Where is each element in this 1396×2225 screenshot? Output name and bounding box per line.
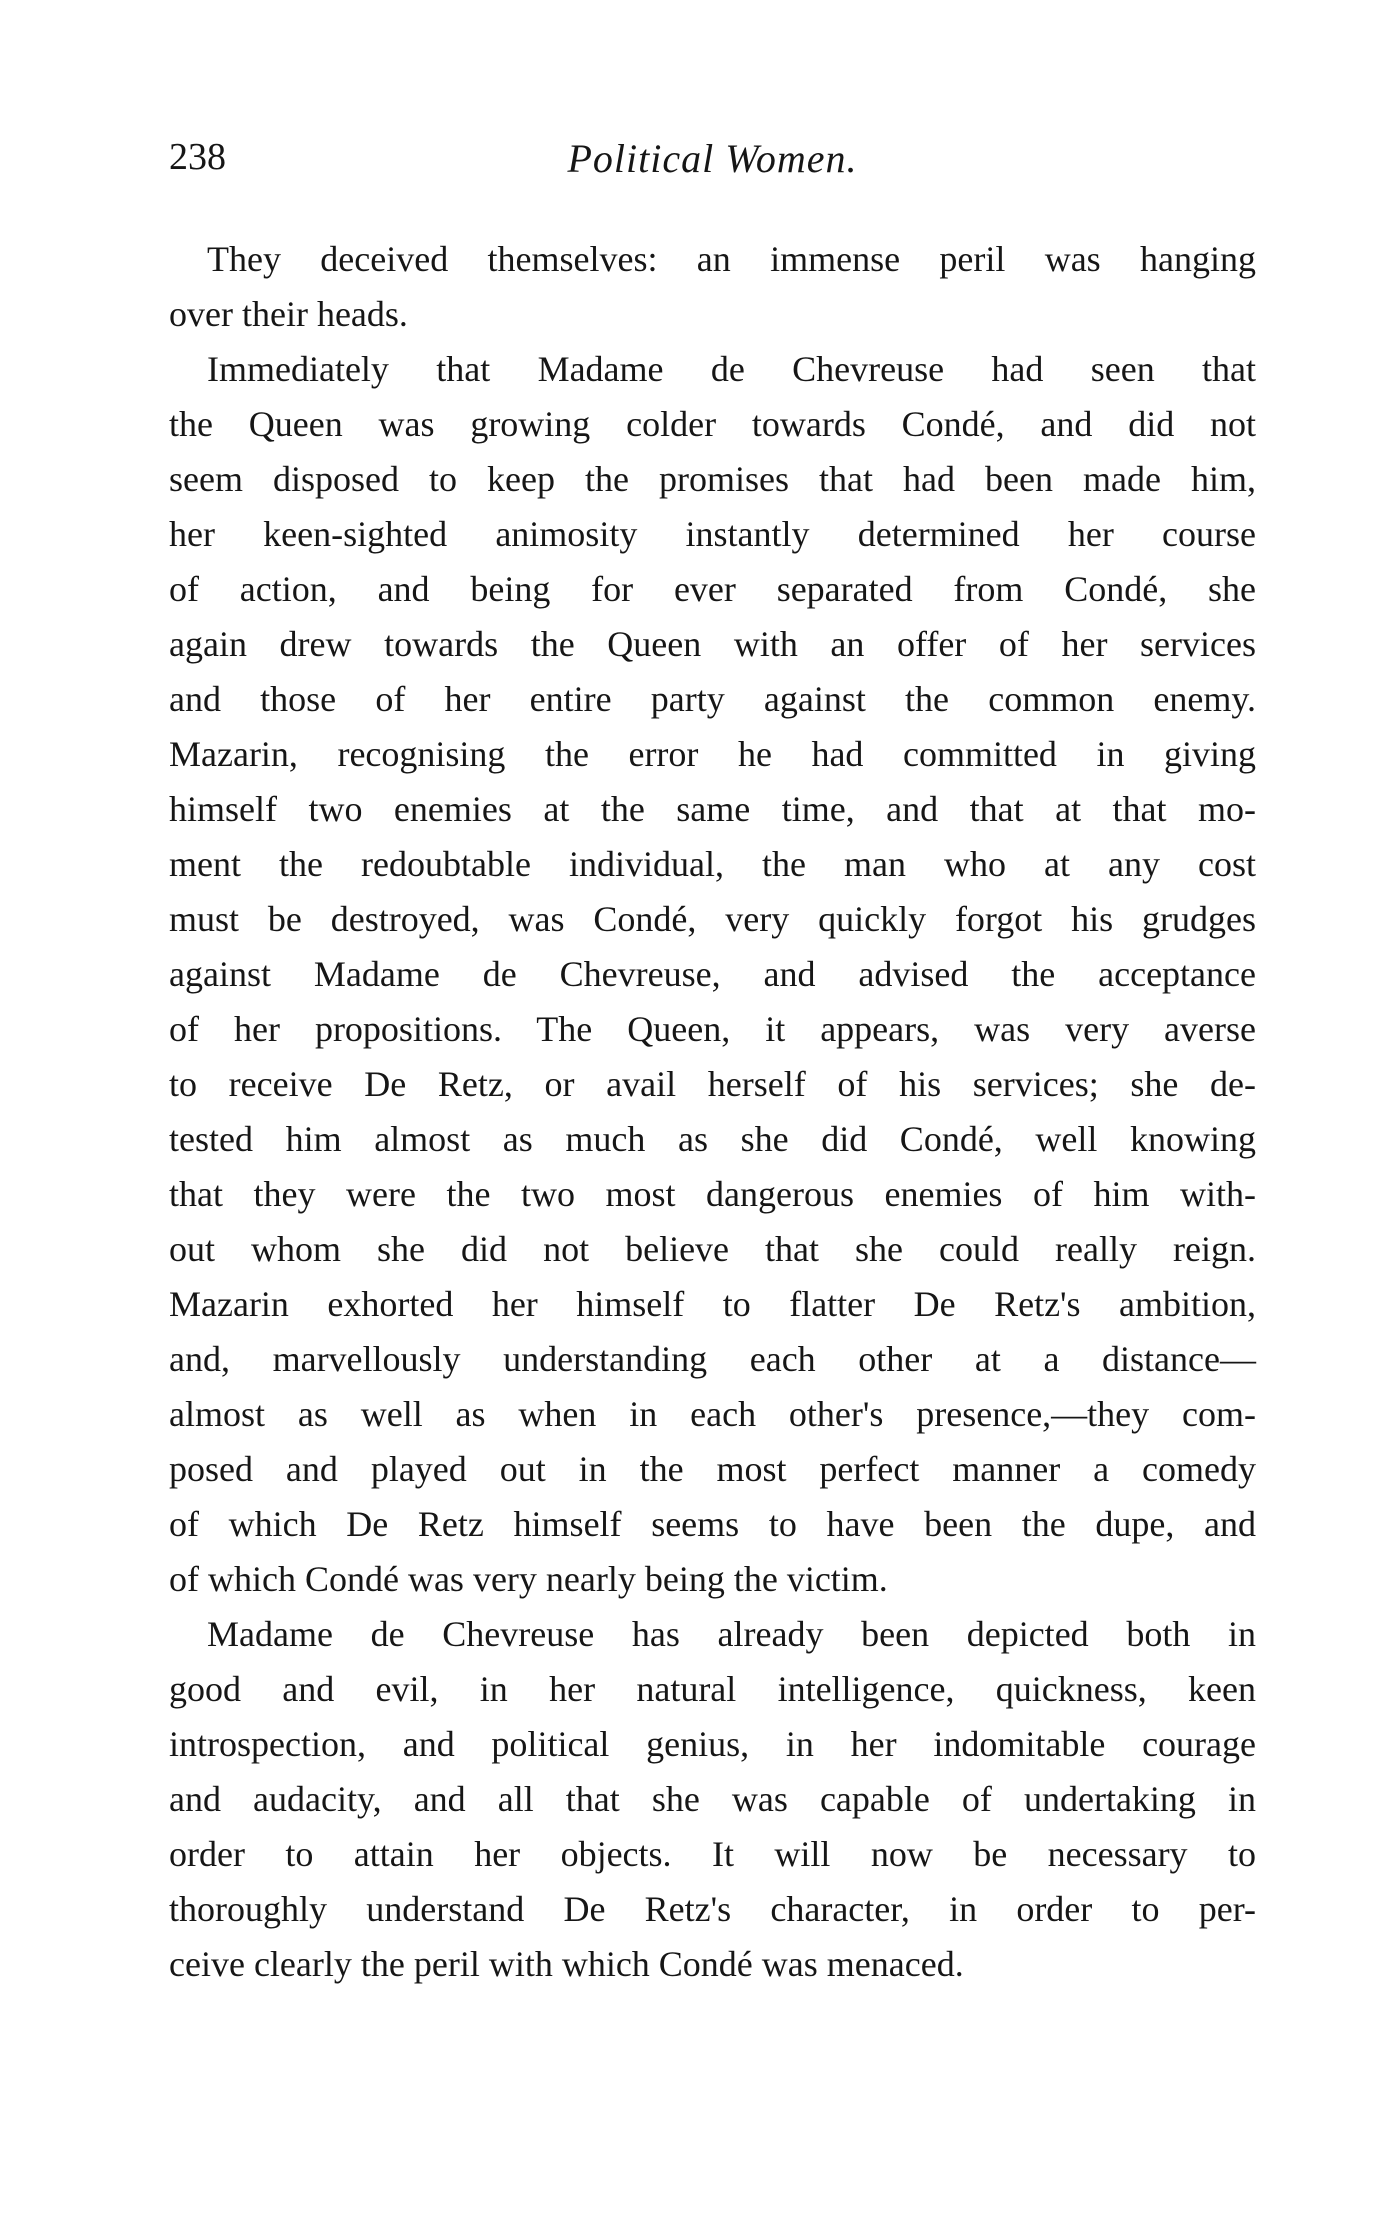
text-line: that they were the two most dangerous enemies of him with- xyxy=(169,1174,1256,1214)
text-line: of which De Retz himself seems to have been the dupe, and xyxy=(169,1504,1256,1544)
paragraph xyxy=(169,1607,1256,1992)
text-line: introspection, and political genius, in her indomitable courage xyxy=(169,1724,1256,1764)
page-body xyxy=(169,232,1256,1992)
text-line: of action, and being for ever separated from Condé, she xyxy=(169,569,1256,609)
text-line: order to attain her objects. It will now be necessary to xyxy=(169,1834,1256,1874)
text-line: Immediately that Madame de Chevreuse had seen that xyxy=(207,349,1256,389)
text-line: and those of her entire party against the common enemy. xyxy=(169,679,1256,719)
text-line: of which Condé was very nearly being the victim. xyxy=(169,1559,888,1599)
text-line: to receive De Retz, or avail herself of his services; she de- xyxy=(169,1064,1256,1104)
paragraph xyxy=(169,342,1256,1607)
text-line: Madame de Chevreuse has already been depicted both in xyxy=(207,1614,1256,1654)
text-line: seem disposed to keep the promises that had been made him, xyxy=(169,459,1256,499)
page-header xyxy=(169,135,1256,191)
text-line: almost as well as when in each other's presence,—they com- xyxy=(169,1394,1256,1434)
text-line: against Madame de Chevreuse, and advised the acceptance xyxy=(169,954,1256,994)
text-line: out whom she did not believe that she could really reign. xyxy=(169,1229,1256,1269)
page-number: 238 xyxy=(169,136,226,178)
text-line: and audacity, and all that she was capable of undertaking in xyxy=(169,1779,1256,1819)
text-line: good and evil, in her natural intelligence, quickness, keen xyxy=(169,1669,1256,1709)
text-line: ment the redoubtable individual, the man who at any cost xyxy=(169,844,1256,884)
text-line: Mazarin exhorted her himself to flatter De Retz's ambition, xyxy=(169,1284,1256,1324)
paragraph xyxy=(169,232,1256,342)
running-head: Political Women. xyxy=(567,136,858,181)
text-line: ceive clearly the peril with which Condé was menaced. xyxy=(169,1944,964,1984)
text-line: again drew towards the Queen with an offer of her services xyxy=(169,624,1256,664)
text-line: Mazarin, recognising the error he had committed in giving xyxy=(169,734,1256,774)
text-line: and, marvellously understanding each other at a distance— xyxy=(169,1339,1256,1379)
text-line: of her propositions. The Queen, it appears, was very averse xyxy=(169,1009,1256,1049)
text-line: her keen-sighted animosity instantly determined her course xyxy=(169,514,1256,554)
text-line: must be destroyed, was Condé, very quickly forgot his grudges xyxy=(169,899,1256,939)
text-line: tested him almost as much as she did Condé, well knowing xyxy=(169,1119,1256,1159)
text-line: himself two enemies at the same time, and that at that mo- xyxy=(169,789,1256,829)
text-line: posed and played out in the most perfect manner a comedy xyxy=(169,1449,1256,1489)
text-line: over their heads. xyxy=(169,294,408,334)
text-line: the Queen was growing colder towards Condé, and did not xyxy=(169,404,1256,444)
text-line: thoroughly understand De Retz's character, in order to per- xyxy=(169,1889,1256,1929)
text-line: They deceived themselves: an immense peril was hanging xyxy=(207,239,1256,279)
